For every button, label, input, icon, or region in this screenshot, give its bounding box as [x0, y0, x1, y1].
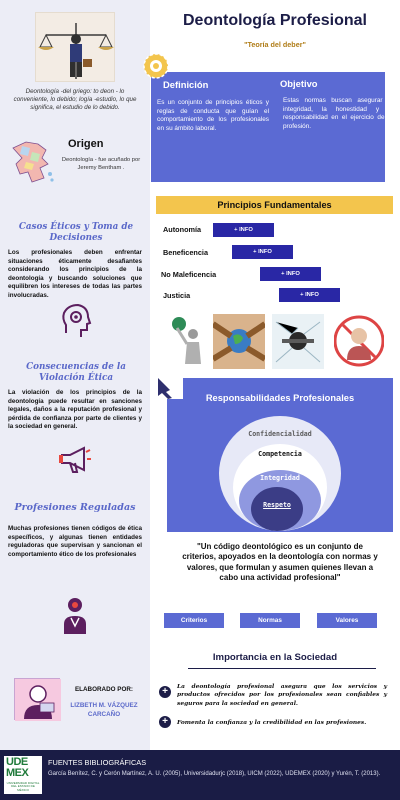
- objetivo-text: Estas normas buscan asegurar la integridad, la honestidad y la responsabilidad en el ejercicio de la profesión.: [283, 97, 393, 130]
- logo-text: UDE MEX: [6, 756, 29, 779]
- casos-title: Casos Éticos y Toma de Decisiones: [18, 222, 134, 243]
- megaphone-icon: [58, 445, 92, 475]
- consecuencias-text: La violación de los principios de la deontología puede resultar en sanciones legales, daños a la reputación profesional y pérdida de confianza por parte de clientes y la sociedad en general.: [8, 389, 142, 430]
- photo-handshake: [272, 314, 324, 369]
- codigo-quote: "Un código deontológico es un conjunto de criterios, apoyados en la deontología con normas y valores, que formulan y asumen quienes llevan a cabo una actividad profesional": [182, 542, 378, 583]
- chip-criterios[interactable]: Criterios: [164, 613, 224, 628]
- importancia-item-1: La deontología profesional asegura que los servicios y productos ofrecidos por los profesionales sean confiables y seguros para la sociedad en general.: [177, 683, 387, 707]
- principio-label-justicia: Justicia: [163, 291, 191, 300]
- page-subtitle: "Teoría del deber": [244, 40, 306, 49]
- level-respeto: Respeto: [263, 501, 291, 509]
- importancia-item-2: Fomenta la confianza y la credibilidad en las profesiones.: [177, 719, 367, 726]
- author-label: ELABORADO POR:: [74, 686, 134, 693]
- info-button-no-maleficencia[interactable]: + INFO: [260, 267, 321, 281]
- reguladas-text: Muchas profesiones tienen códigos de ética específicos, y algunas tienen entidades reguladoras que supervisan y sancionan el comportamiento ético de los profesionales: [8, 525, 142, 558]
- principio-label-autonomia: Autonomía: [163, 225, 202, 234]
- definicion-text: Es un conjunto de principios éticos y reglas de conducta que guían el comportamiento de los profesionales en su ámbito laboral.: [157, 99, 269, 132]
- page-title: Deontología Profesional: [182, 12, 367, 29]
- logo-subtext: UNIVERSIDAD DIGITAL DEL ESTADO DE MÉXICO: [6, 781, 40, 792]
- principios-title: Principios Fundamentales: [156, 196, 393, 214]
- head-gear-icon: [60, 303, 92, 339]
- plus-icon: +: [159, 716, 171, 728]
- principio-label-no-maleficencia: No Maleficencia: [161, 270, 217, 279]
- importancia-divider: [188, 668, 376, 669]
- photo-silenced-person: [334, 314, 384, 369]
- info-button-beneficencia[interactable]: + INFO: [232, 245, 293, 259]
- consecuencias-title: Consecuencias de la Violación Ética: [26, 362, 126, 383]
- author-name: LIZBETH M. VÁZQUEZ CARCAÑO: [70, 702, 138, 718]
- doctor-icon: [62, 596, 88, 636]
- level-integridad: Integridad: [260, 474, 300, 482]
- footer-title: FUENTES BIBLIOGRÁFICAS: [48, 758, 147, 767]
- greece-map-image: [8, 138, 58, 186]
- level-confidencialidad: Confidencialidad: [248, 430, 312, 438]
- photo-figure-globe: [163, 314, 215, 369]
- principio-label-beneficencia: Beneficencia: [163, 248, 209, 257]
- definicion-title: Definición: [163, 79, 209, 90]
- footer-references: García Benítez, C. y Cerón Martínez, A. U. (2005), Universidadurjc (2018), UICM (2022), UDEMEX (2020) y Yurén, T. (2013).: [48, 771, 381, 777]
- plus-icon: +: [159, 686, 171, 698]
- chip-valores[interactable]: Valores: [317, 613, 377, 628]
- gear-badge-icon: [142, 52, 170, 80]
- justice-scale-illustration: [35, 12, 115, 82]
- objetivo-title: Objetivo: [280, 78, 318, 89]
- photo-hands-globe: [213, 314, 265, 369]
- chip-normas[interactable]: Normas: [240, 613, 300, 628]
- importancia-title: Importancia en la Sociedad: [212, 652, 338, 663]
- etymology-text: Deontología -del griego: to deon - lo conveniente, lo debido; logía -estudio, lo que significa, el estudio de lo debido.: [13, 88, 137, 111]
- info-button-autonomia[interactable]: + INFO: [213, 223, 274, 237]
- info-button-justicia[interactable]: + INFO: [279, 288, 340, 302]
- casos-text: Los profesionales deben enfrentar situaciones éticamente desafiantes considerando los principios de la deontología y buscando soluciones que equilibren los intereses de todas las partes involucradas.: [8, 249, 142, 299]
- origen-title: Origen: [68, 138, 104, 150]
- author-avatar: [14, 678, 60, 720]
- reguladas-title: Profesiones Reguladas: [14, 502, 136, 513]
- udemex-logo: [4, 756, 42, 794]
- responsabilidades-title: Responsabilidades Profesionales: [205, 393, 355, 403]
- level-competencia: Competencia: [258, 450, 302, 458]
- circle-respeto: [251, 487, 303, 531]
- origen-text: Deontología - fue acuñado por Jeremy Bentham .: [61, 157, 141, 171]
